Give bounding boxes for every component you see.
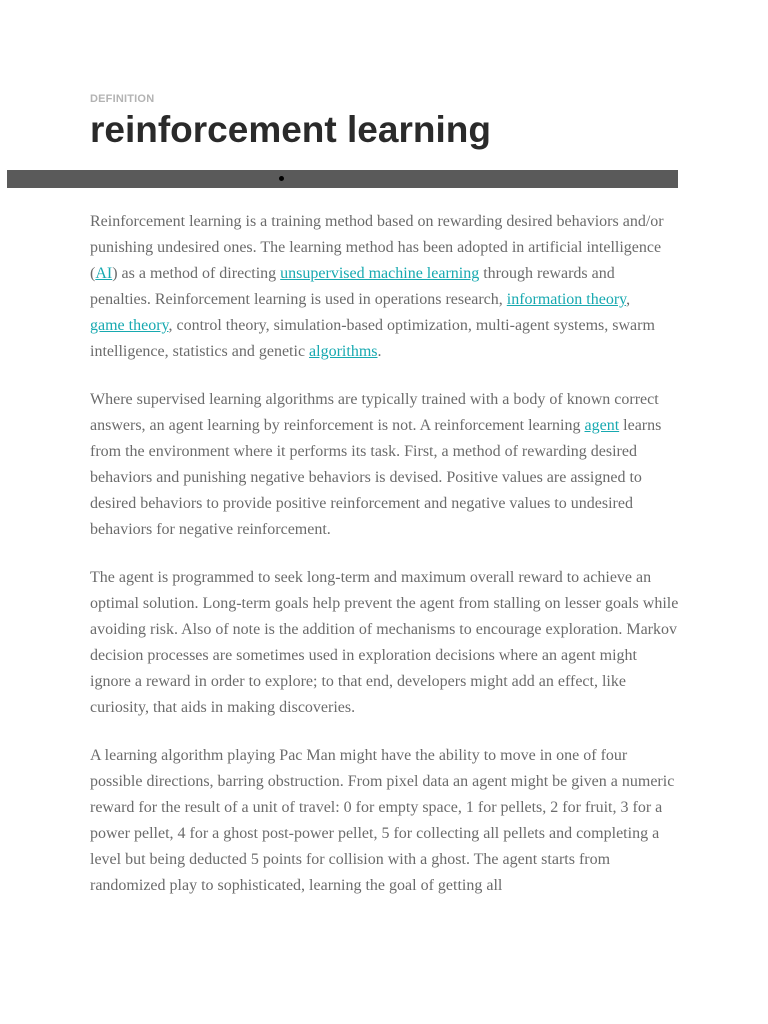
bullet-dot-icon bbox=[279, 176, 284, 181]
link-ai[interactable]: AI bbox=[95, 265, 113, 282]
link-agent[interactable]: agent bbox=[584, 417, 620, 434]
p1-text-6: . bbox=[377, 343, 382, 360]
p1-text-3: through rewards and penalties. Reinforcement learning is used in operations research, bbox=[90, 265, 615, 308]
link-algorithms[interactable]: algorithms bbox=[309, 343, 378, 360]
p2-text-2: learns from the environment where it performs its task. First, a method of rewarding desired behaviors and punishing negative behaviors is devised. Positive values are assigned to desired behaviors to provide positive reinforcement and negative values to undesired behaviors for negative reinforcement. bbox=[90, 417, 662, 538]
p2-text-1: Where supervised learning algorithms are typically trained with a body of known correct answers, an agent learning by reinforcement is not. A reinforcement learning bbox=[90, 391, 659, 434]
link-unsupervised-machine-learning[interactable]: unsupervised machine learning bbox=[280, 265, 480, 282]
paragraph-3: The agent is programmed to seek long-term and maximum overall reward to achieve an optimal solution. Long-term goals help prevent the agent from stalling on lesser goals while avoiding risk. Also of note is the addition of mechanisms to encourage exploration. Markov decision processes are sometimes used in exploration decisions where an agent might ignore a reward in order to explore; to that end, developers might add an effect, like curiosity, that aids in making discoveries. bbox=[90, 569, 679, 716]
page-title: reinforcement learning bbox=[90, 109, 491, 150]
p1-text-5: , control theory, simulation-based optimization, multi-agent systems, swarm intelligence, statistics and genetic bbox=[90, 317, 655, 360]
article-body bbox=[90, 209, 680, 921]
p1-text-2: ) as a method of directing bbox=[112, 265, 281, 282]
link-game-theory[interactable]: game theory bbox=[90, 317, 169, 334]
paragraph-1 bbox=[90, 209, 665, 365]
paragraph-2 bbox=[90, 387, 680, 543]
media-bar bbox=[7, 170, 678, 188]
link-information-theory[interactable]: information theory bbox=[506, 291, 627, 308]
paragraph-4: A learning algorithm playing Pac Man might have the ability to move in one of four possible directions, barring obstruction. From pixel data an agent might be given a numeric reward for the result of a unit of travel: 0 for empty space, 1 for pellets, 2 for fruit, 3 for a power pellet, 4 for a ghost post-power pellet, 5 for collecting all pellets and completing a level but being deducted 5 points for collision with a ghost. The agent starts from randomized play to sophisticated, learning the goal of getting all bbox=[90, 747, 675, 894]
p1-text-4: , bbox=[626, 291, 631, 308]
definition-label: DEFINITION bbox=[90, 93, 155, 105]
p1-text-1: Reinforcement learning is a training method based on rewarding desired behaviors and/or punishing undesired ones. The learning method has been adopted in artificial intelligence ( bbox=[90, 213, 664, 282]
